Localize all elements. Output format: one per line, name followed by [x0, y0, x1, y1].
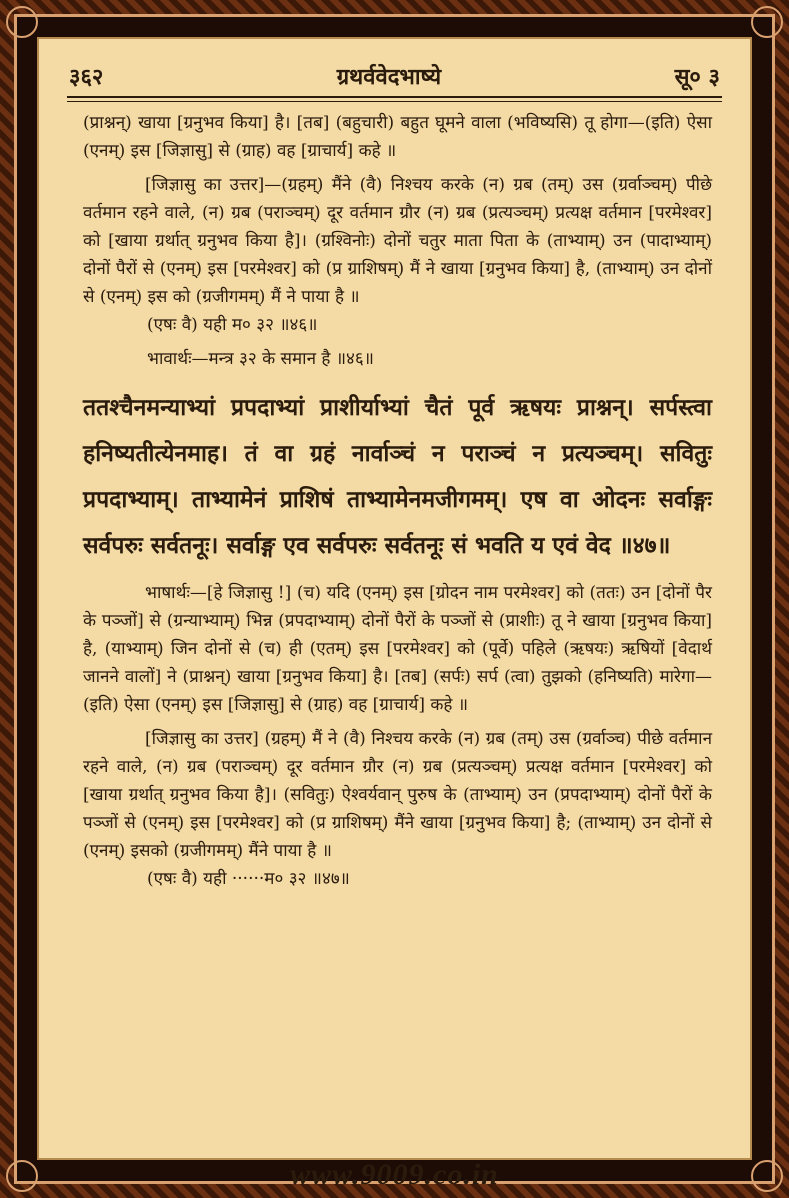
sukta-number: सू० ३: [674, 64, 720, 90]
page-header: [69, 61, 720, 91]
running-title: ग्रथर्ववेदभाष्ये: [336, 64, 442, 90]
site-watermark: www.9009.co.in: [290, 1158, 499, 1191]
book-page: [37, 37, 752, 1160]
page-number: ३६२: [69, 64, 104, 90]
reference-line-2: (एषः वै) यही ······म० ३२ ॥४७॥: [147, 869, 350, 889]
corner-ornament-icon: [751, 6, 783, 38]
header-rule: [67, 96, 722, 102]
bhavarth-line: भावार्थः—मन्त्र ३२ के समान है ॥४६॥: [147, 349, 374, 369]
reference-line: (एषः वै) यही म० ३२ ॥४६॥: [147, 315, 318, 335]
corner-ornament-icon: [6, 6, 38, 38]
bhasharth-paragraph: भाषार्थः—[हे जिज्ञासु !] (च) यदि (एनम्) इस [ग्रोदन नाम परमेश्वर] को (ततः) उन [दोनों पैर के पञ्जों] से (ग्रन्याभ्याम्) भिन्न (प्रपदाभ्याम्) दोनों पैरों के पञ्जों से (प्राशीः) तू ने खाया [ग्रनुभव किया] है, (याभ्याम्) जिन दोनों से (च) ही (एतम्) इस [परमेश्वर] को (पूर्वे) पहिले (ऋषयः) ऋषियों [वेदार्थ जानने वालों] ने (प्राश्नन्) खाया [ग्रनुभव किया] है। [तब] (सर्पः) सर्प (त्वा) तुझको (हनिष्यति) मारेगा—(इति) ऐसा (एनम्) इस [जिज्ञासु] से (ग्राह) वह [ग्राचार्य] कहे ॥: [83, 583, 712, 715]
translation-paragraph-2: [जिज्ञासु का उत्तर] (ग्रहम्) मैं ने (वै) निश्चय करके (न) ग्रब (तम्) उस (ग्रर्वाञ्च) पीछे वर्तमान रहने वाले, (न) ग्रब (पराञ्चम्) दूर वर्तमान ग्रौर (न) ग्रब (प्रत्यञ्चम्) प्रत्यक्ष वर्तमान [परमेश्वर] को [खाया ग्रर्थात् ग्रनुभव किया है]। (सवितुः) ऐश्वर्यवान् पुरुष के (ताभ्याम्) उन (प्रपदाभ्याम्) दोनों पैरों के पञ्जों से (एनम्) इस [परमेश्वर] को (प्र ग्राशिषम्) मैंने खाया [ग्रनुभव किया] है; (ताभ्याम्) उन दोनों से (एनम्) इसको (ग्रजीगमम्) मैंने पाया है ॥: [83, 729, 712, 861]
mantra-text: ततश्चैनमन्याभ्यां प्रपदाभ्यां प्राशीर्याभ्यां चैतं पूर्व ऋषयः प्राश्नन्। सर्पस्त्वा हनिष्यतीत्येनमाह। तं वा ग्रहं नार्वाञ्चं न पराञ्चं न प्रत्यञ्चम्। सवितुः प्रपदाभ्याम्। ताभ्यामेनं प्राशिषं ताभ्यामेनमजीगमम्। एष वा ओदनः सर्वाङ्गः सर्वपरुः सर्वतनूः। सर्वाङ्ग एव सर्वपरुः सर्वतनूः सं भवति य एवं वेद ॥४७॥: [83, 394, 712, 559]
translation-continued: (प्राश्नन्) खाया [ग्रनुभव किया] है। [तब] (बहुचारी) बहुत घूमने वाला (भविष्यसि) तू होगा—(इति) ऐसा (एनम्) इस [जिज्ञासु] से (ग्राह) वह [ग्राचार्य] कहे ॥: [83, 113, 712, 161]
translation-paragraph: [जिज्ञासु का उत्तर]—(ग्रहम्) मैंने (वै) निश्चय करके (न) ग्रब (तम्) उस (ग्रर्वाञ्चम्) पीछे वर्तमान रहने वाले, (न) ग्रब (पराञ्चम्) दूर वर्तमान ग्रौर (न) ग्रब (प्रत्यञ्चम्) प्रत्यक्ष वर्तमान [परमेश्वर] को [खाया ग्रर्थात् ग्रनुभव किया है]। (ग्रश्विनोः) दोनों चतुर माता पिता के (ताभ्याम्) उन (पादाभ्याम्) दोनों पैरों से (एनम्) इस [परमेश्वर] को (प्र ग्राशिषम्) मैं ने खाया [ग्रनुभव किया] है, (ताभ्याम्) उन दोनों से (एनम्) इस को (ग्रजीगमम्) मैं ने पाया है ॥: [83, 175, 712, 307]
page-body: [83, 109, 712, 893]
